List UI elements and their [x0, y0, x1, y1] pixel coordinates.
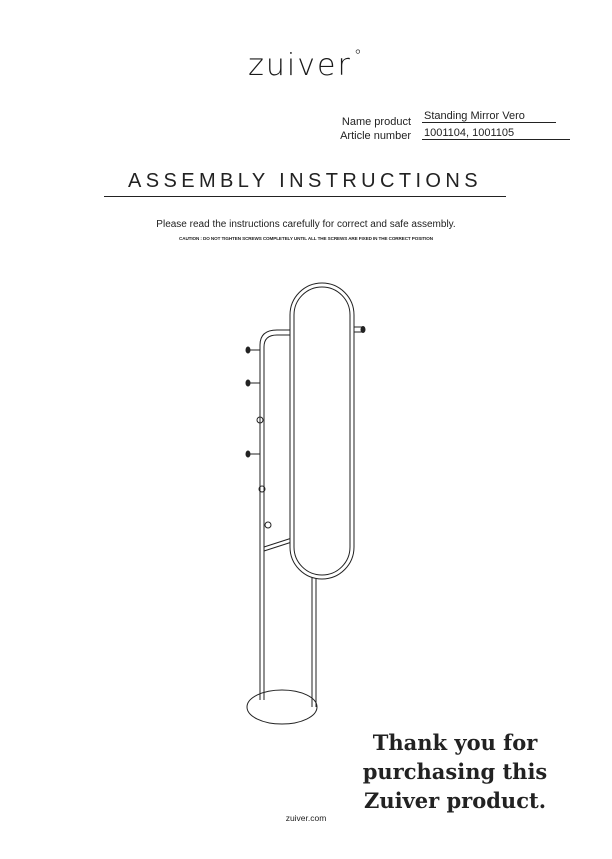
thank-you-line-2: purchasing this	[362, 759, 548, 784]
brand-logo	[0, 48, 612, 83]
thank-you-message	[350, 728, 560, 815]
product-illustration	[235, 275, 375, 735]
caution-text: CAUTION : DO NOT TIGHTEN SCREWS COMPLETELY UNTIL ALL THE SCREWS ARE FIXED IN THE CORRECT POSITION	[179, 236, 433, 241]
article-number-label: Article number	[340, 130, 411, 142]
article-number-value: 1001104, 1001105	[422, 127, 570, 140]
thank-you-line-3: Zuiver product.	[363, 788, 547, 813]
website-link[interactable]: zuiver.com	[285, 813, 327, 823]
instructions-text: Please read the instructions carefully for correct and safe assembly.	[156, 219, 456, 230]
brand-logo-mark: °	[353, 46, 364, 65]
page-title: ASSEMBLY INSTRUCTIONS	[104, 170, 506, 197]
product-name-value: Standing Mirror Vero	[422, 110, 556, 123]
brand-logo-text: zuiver	[248, 48, 352, 83]
thank-you-line-1: Thank you for	[372, 730, 538, 755]
product-name-label: Name product	[341, 116, 411, 128]
